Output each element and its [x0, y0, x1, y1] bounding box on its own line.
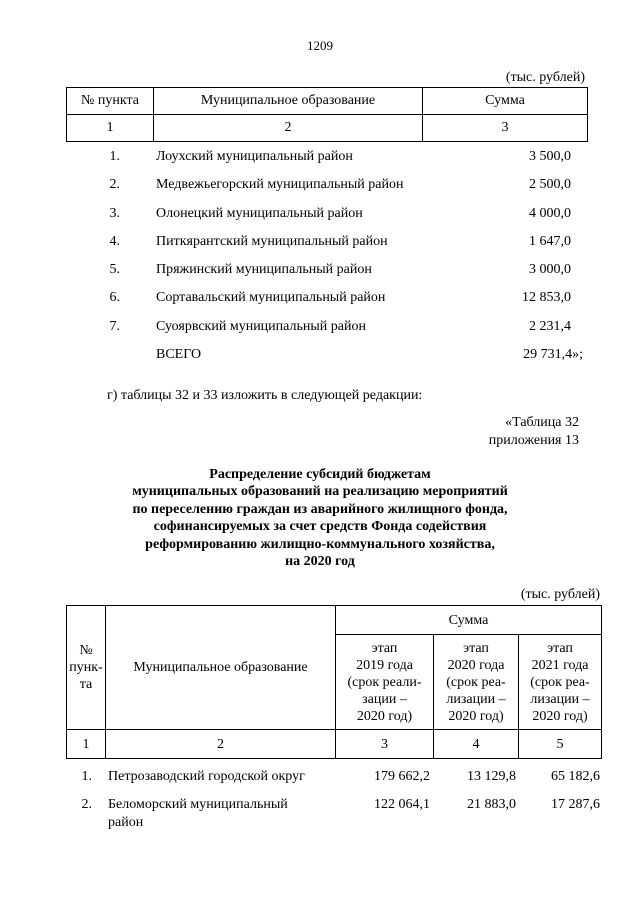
title-line: муниципальных образований на реализацию мероприятий	[132, 484, 508, 500]
table-32-header	[66, 605, 602, 759]
row-number: 7.	[109, 318, 120, 334]
table-total-row	[66, 346, 588, 374]
row-sum: 3 000,0	[529, 262, 571, 278]
header-cell-stage-2021: этап 2021 года (срок реа- лизации – 2020 год)	[519, 635, 602, 730]
row-number: 2.	[81, 797, 92, 812]
header-cell-municipality: Муниципальное образование	[106, 606, 336, 730]
header-cell-sum: Сумма	[423, 88, 588, 115]
header-cell-number: № пунк- та	[67, 606, 106, 730]
title-line: по переселению граждан из аварийного жилищного фонда,	[132, 501, 508, 517]
row-sum: 2 500,0	[529, 177, 571, 193]
header-cell-stage-2019: этап 2019 года (срок реали- зации – 2020 год)	[336, 635, 434, 730]
title-line: софинансируемых за счет средств Фонда содействия	[153, 519, 487, 535]
row-municipality: Суоярвский муниципальный район	[156, 318, 366, 334]
table-row	[66, 176, 588, 204]
row-value-2019: 122 064,1	[374, 797, 430, 812]
table-row	[66, 796, 602, 830]
title-line: реформированию жилищно-коммунального хозяйства,	[145, 536, 495, 552]
total-label: ВСЕГО	[156, 347, 202, 363]
table-row	[66, 318, 588, 346]
table-row	[66, 148, 588, 176]
row-number: 5.	[109, 262, 120, 278]
units-label: (тыс. рублей)	[505, 70, 585, 85]
row-municipality: Питкярантский муниципальный район	[156, 233, 388, 249]
row-sum: 12 853,0	[522, 290, 571, 306]
table-row	[66, 233, 588, 261]
row-number: 1.	[81, 769, 92, 784]
row-municipality: Пряжинский муниципальный район	[156, 262, 372, 278]
row-number: 3.	[109, 205, 120, 221]
table-31-header	[66, 87, 588, 142]
instruction-text: г) таблицы 32 и 33 изложить в следующей редакции:	[107, 388, 423, 403]
row-value-2021: 17 287,6	[551, 797, 600, 812]
total-sum: 29 731,4»;	[523, 347, 583, 363]
page-number: 1209	[307, 38, 333, 53]
row-municipality: Олонецкий муниципальный район	[156, 205, 363, 221]
row-value-2019: 179 662,2	[374, 769, 430, 784]
header-cell-number: № пункта	[67, 88, 154, 115]
table-reference	[489, 414, 579, 450]
row-municipality: Лоухский муниципальный район	[156, 149, 353, 164]
title-line: на 2020 год	[285, 554, 355, 570]
row-municipality: Сортавальский муниципальный район	[156, 290, 386, 306]
table-reference-line: приложения 13	[488, 433, 579, 448]
table-reference-line: «Таблица 32	[505, 415, 579, 430]
header-cell-sum: Сумма	[336, 606, 602, 635]
row-sum: 1 647,0	[529, 233, 571, 249]
row-municipality: Петрозаводский городской округ	[108, 769, 305, 784]
header-cell-municipality: Муниципальное образование	[154, 88, 423, 115]
table-title	[0, 466, 640, 570]
row-number: 1.	[109, 149, 120, 164]
title-line: Распределение субсидий бюджетам	[209, 467, 431, 482]
row-number: 6.	[109, 290, 120, 306]
table-31-body	[66, 148, 588, 374]
col-number-cell: 2	[106, 730, 336, 759]
col-number-cell: 4	[434, 730, 519, 759]
table-row	[66, 768, 602, 796]
col-number-cell: 3	[423, 115, 588, 142]
units-label: (тыс. рублей)	[520, 587, 600, 602]
row-sum: 4 000,0	[529, 205, 571, 221]
row-sum: 2 231,4	[529, 318, 571, 334]
row-municipality: Беломорский муниципальный район	[108, 797, 288, 830]
col-number-cell: 1	[67, 730, 106, 759]
header-cell-stage-2020: этап 2020 года (срок реа- лизации – 2020 год)	[434, 635, 519, 730]
row-municipality: Медвежьегорский муниципальный район	[156, 177, 404, 193]
row-number: 4.	[109, 233, 120, 249]
col-number-cell: 1	[67, 115, 154, 142]
row-sum: 3 500,0	[529, 149, 571, 164]
table-32-body	[66, 768, 602, 830]
table-row	[66, 205, 588, 233]
row-value-2021: 65 182,6	[551, 769, 600, 784]
row-value-2020: 21 883,0	[467, 797, 516, 812]
col-number-cell: 5	[519, 730, 602, 759]
row-number: 2.	[109, 177, 120, 193]
table-row	[66, 261, 588, 289]
row-value-2020: 13 129,8	[467, 769, 516, 784]
col-number-cell: 2	[154, 115, 423, 142]
table-row	[66, 289, 588, 317]
col-number-cell: 3	[336, 730, 434, 759]
